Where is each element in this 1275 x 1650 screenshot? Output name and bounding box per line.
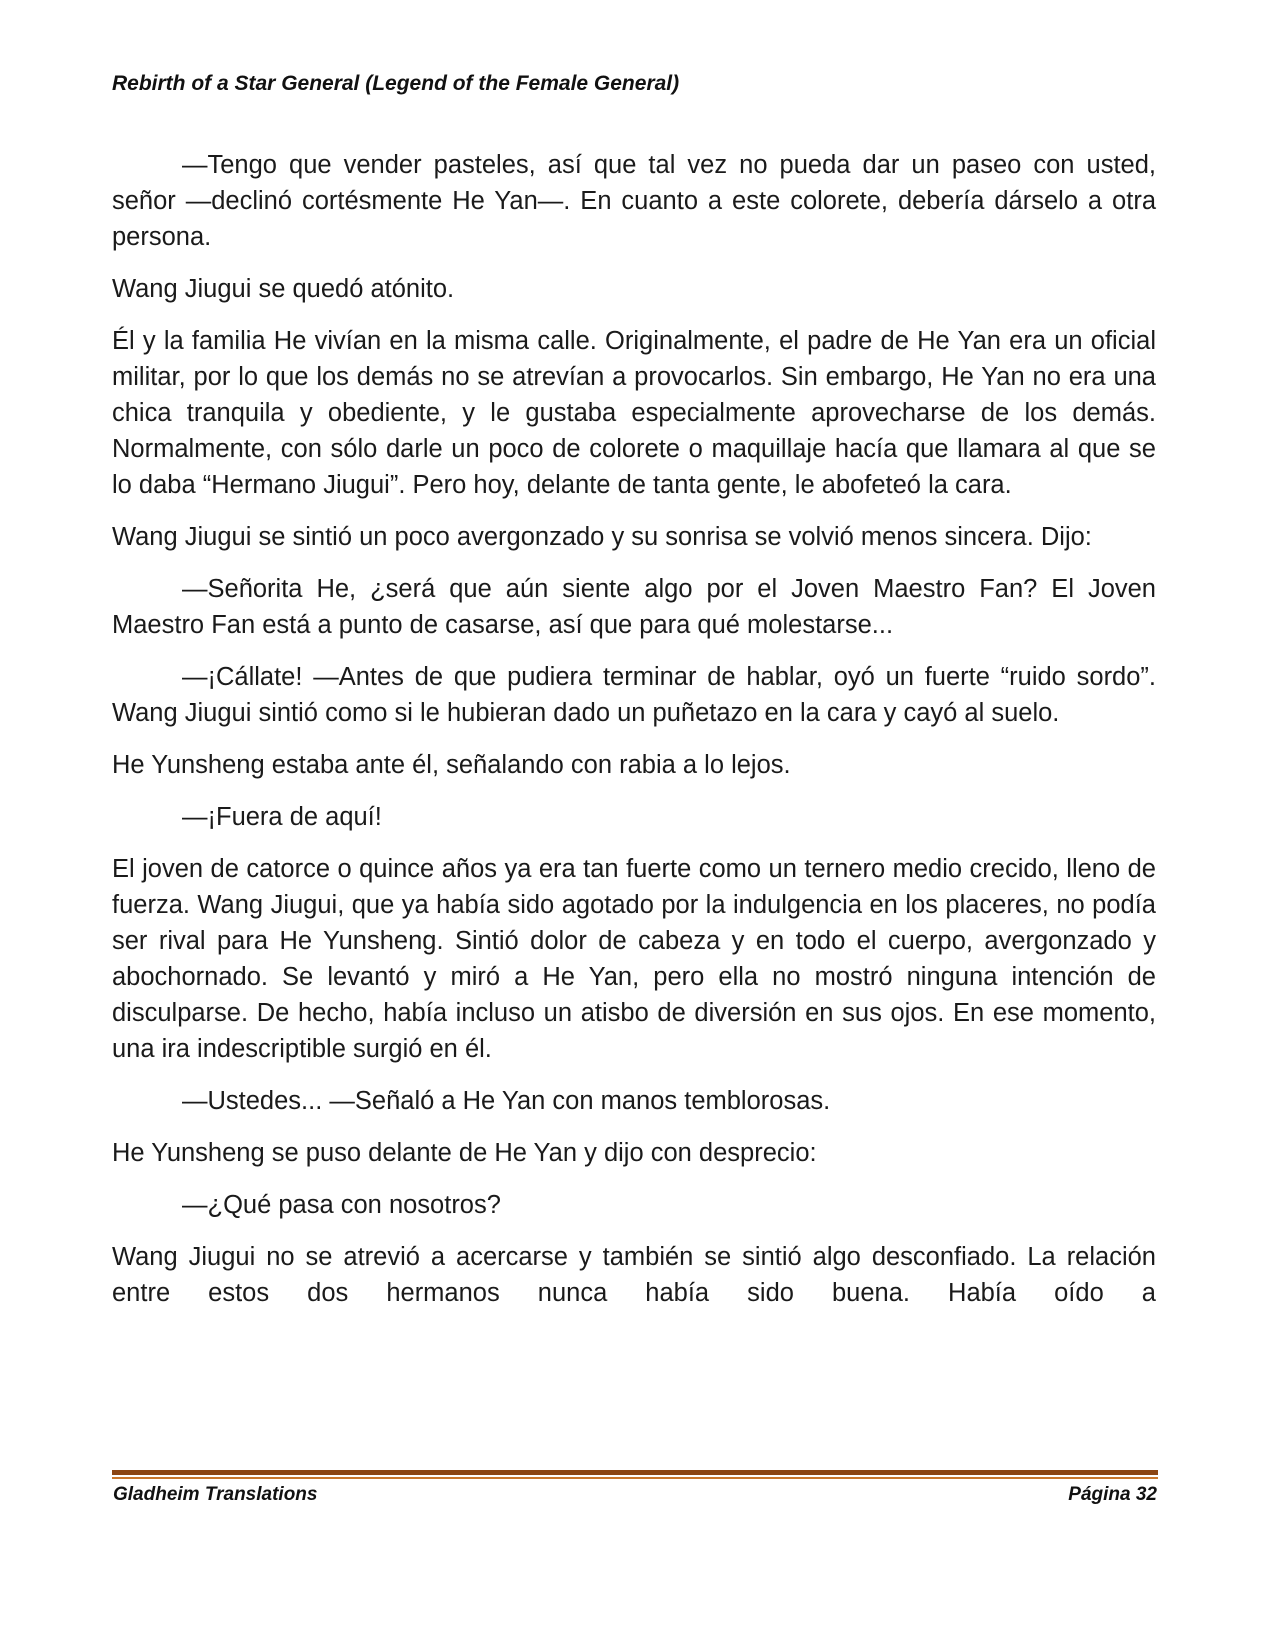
page-body — [112, 147, 1156, 1327]
footer-divider-thin — [112, 1477, 1158, 1479]
paragraph: —¡Fuera de aquí! — [182, 803, 382, 831]
paragraph: —Tengo que vender pasteles, así que tal vez no pueda dar un paseo con usted, señor —declinó cortésmente He Yan—. En cuanto a este colorete, debería dárselo a otra persona. — [112, 151, 1156, 251]
paragraph: He Yunsheng se puso delante de He Yan y dijo con desprecio: — [112, 1139, 817, 1167]
footer-divider — [112, 1470, 1158, 1479]
paragraph: El joven de catorce o quince años ya era tan fuerte como un ternero medio crecido, lleno de fuerza. Wang Jiugui, que ya había sido agotado por la indulgencia en los placeres, no podía ser rival para He Yunsheng. Sintió dolor de cabeza y en todo el cuerpo, avergonzado y abochornado. Se levantó y miró a He Yan, pero ella no mostró ninguna intención de disculparse. De hecho, había incluso un atisbo de diversión en sus ojos. En ese momento, una ira indescriptible surgió en él. — [112, 855, 1156, 1063]
paragraph: —Señorita He, ¿será que aún siente algo por el Joven Maestro Fan? El Joven Maestro Fan está a punto de casarse, así que para qué molestarse... — [112, 575, 1156, 639]
document-title: Rebirth of a Star General (Legend of the Female General) — [112, 72, 680, 95]
footer-divider-thick — [112, 1470, 1158, 1475]
paragraph: —¿Qué pasa con nosotros? — [182, 1191, 501, 1219]
footer-publisher: Gladheim Translations — [113, 1484, 318, 1505]
paragraph: Wang Jiugui se sintió un poco avergonzado y su sonrisa se volvió menos sincera. Dijo: — [112, 523, 1092, 551]
page-number: Página 32 — [1068, 1484, 1157, 1505]
paragraph: —Ustedes... —Señaló a He Yan con manos temblorosas. — [182, 1087, 831, 1115]
paragraph: —¡Cállate! —Antes de que pudiera terminar de hablar, oyó un fuerte “ruido sordo”. Wang Jiugui sintió como si le hubieran dado un puñetazo en la cara y cayó al suelo. — [112, 663, 1156, 727]
paragraph: Wang Jiugui no se atrevió a acercarse y también se sintió algo desconfiado. La relación entre estos dos hermanos nunca había sido buena. Había oído a — [112, 1243, 1156, 1307]
paragraph: Wang Jiugui se quedó atónito. — [112, 275, 455, 303]
paragraph: Él y la familia He vivían en la misma calle. Originalmente, el padre de He Yan era un oficial militar, por lo que los demás no se atrevían a provocarlos. Sin embargo, He Yan no era una chica tranquila y obediente, y le gustaba especialmente aprovecharse de los demás. Normalmente, con sólo darle un poco de colorete o maquillaje hacía que llamara al que se lo daba “Hermano Jiugui”. Pero hoy, delante de tanta gente, le abofeteó la cara. — [112, 327, 1156, 499]
paragraph: He Yunsheng estaba ante él, señalando con rabia a lo lejos. — [112, 751, 791, 779]
